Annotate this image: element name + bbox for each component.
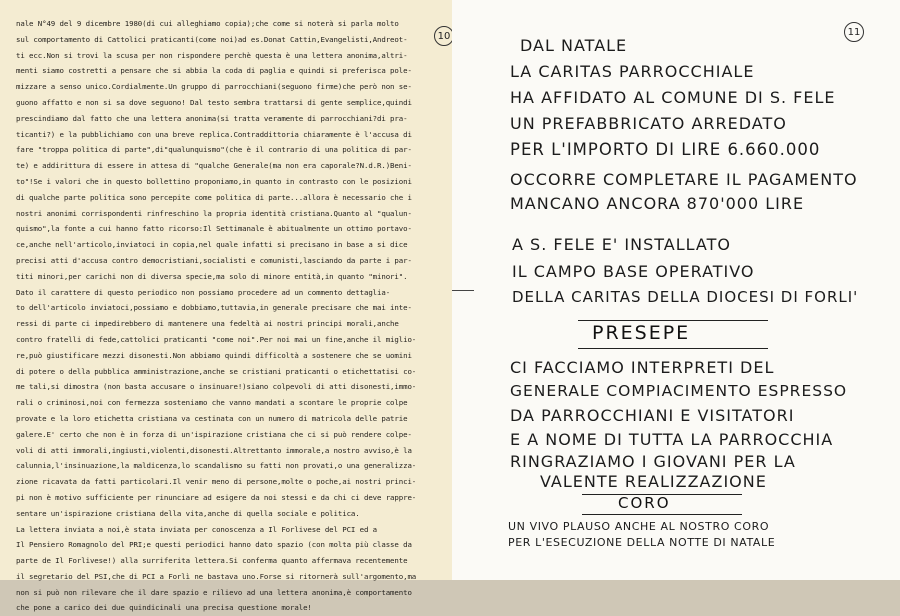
page-number-right: 11 <box>844 22 864 42</box>
left-page-typed-letter <box>0 0 452 613</box>
presepe-line: E A NOME DI TUTTA LA PARROCCHIA <box>510 430 834 449</box>
typed-line: non si può non rilevare che il dare spazio e rilievo ad una lettera anonima,è comportamento <box>16 587 412 597</box>
typed-line: ti ecc.Non si trovi la scusa per non rispondere perchè questa è una lettera anonima,altri- <box>16 50 408 60</box>
typed-line: rali o criminosi,noi con fermezza sosteniamo che vanno mandati a scontare le proprie colpe <box>16 398 408 408</box>
notice-line: OCCORRE COMPLETARE IL PAGAMENTO <box>510 170 858 189</box>
typed-line: provate e la loro etichetta cristiana va cestinata con un numero di matricola delle patrie <box>16 413 408 423</box>
typed-line: voli di atti immorali,ingiusti,violenti,disonesti.Altrettanto immorale,a nostro avviso,è la <box>16 445 412 455</box>
typed-line: che pone a carico dei due quindicinali una precisa questione morale! <box>16 603 312 613</box>
typed-line: re,può giustificare mezzi disonesti.Non abbiamo quindi difficoltà a sostenere che se uomini <box>16 350 412 360</box>
typed-line: quismo",la fonte a cui hanno fatto ricorso:Il Settimanale è abitualmente un ottimo portavo- <box>16 224 412 234</box>
notice-line: MANCANO ANCORA 870'000 LIRE <box>510 194 805 213</box>
typed-line: calunnia,l'insinuazione,la maldicenza,lo scandalismo su fatti non provati,o una generalizza- <box>16 461 417 471</box>
typed-line: prescindiamo dal fatto che una lettera anonima(si tratta veramente di parrocchiani?di pra- <box>16 113 408 123</box>
typed-line: nostri anonimi corrispondenti rinfreschino la propria identità cristiana.Quanto al "qualun- <box>16 208 412 218</box>
typed-line: fare "troppa politica di parte",di"qualunquismo"(che è il contrario di una politica di par- <box>16 145 412 155</box>
presepe-rule-top <box>578 320 768 321</box>
margin-mark <box>452 290 474 291</box>
typed-line: pi non è motivo sufficiente per rinunciare ad esigere da noi stessi e da chi ci deve rappre- <box>16 492 417 502</box>
typed-line: parte de Il Forlivese!) alla surriferita lettera.Si conferma quanto affermava recentemente <box>16 556 408 566</box>
typed-text-block <box>16 16 434 616</box>
typed-line: precisi atti d'accusa contro democristiani,socialisti e comunisti,lasciando da parte i par- <box>16 255 412 265</box>
typed-line: ce,anche nell'articolo,inviatoci in copia,nel quale infatti si precisano in base a si dice <box>16 240 408 250</box>
typed-line: to dell'articolo inviatoci,possiamo e dobbiamo,tuttavia,in generale precisare che mai inte- <box>16 303 412 313</box>
typed-line: ressi di parte ci impedirebbero di mantenere una fedeltà ai nostri principi morali,anche <box>16 319 399 329</box>
typed-line: mizzare a senso unico.Cordialmente.Un gruppo di parrocchiani(seguono firme)che però non se- <box>16 82 412 92</box>
typed-line: te) e addirittura di essere in attesa di "qualche Generale(ma non era caporale?N.d.R.)Beni- <box>16 161 412 171</box>
typed-line: Dato il carattere di questo periodico non possiamo procedere ad un commento dettaglia- <box>16 287 391 297</box>
typed-line: il segretario del PSI,che di PCI a Forlì ne bastava uno.Forse si ritornerà sull'argomento,ma <box>16 571 417 581</box>
typed-line: zione ricavata da fatti particolari.Il venir meno di persone,molte o poche,ai nostri princi- <box>16 477 417 487</box>
typed-line: menti siamo costretti a pensare che si abbia la coda di paglia e quindi si preferisca pole- <box>16 66 412 76</box>
presepe-line: CI FACCIAMO INTERPRETI DEL <box>510 358 775 377</box>
presepe-line: GENERALE COMPIACIMENTO ESPRESSO <box>510 382 848 400</box>
notice-line: DAL NATALE <box>520 36 628 55</box>
notice-line: UN PREFABBRICATO ARREDATO <box>510 114 787 133</box>
coro-line: PER L'ESECUZIONE DELLA NOTTE DI NATALE <box>508 536 776 549</box>
coro-line: UN VIVO PLAUSO ANCHE AL NOSTRO CORO <box>508 520 770 533</box>
typed-line: titi minori,per carichi non di diversa specie,ma solo di minore entità,in quanto "minori". <box>16 271 408 281</box>
notice-line: IL CAMPO BASE OPERATIVO <box>512 262 755 281</box>
notice-line: A S. FELE E' INSTALLATO <box>512 235 731 254</box>
typed-line: La lettera inviata a noi,è stata inviata per conoscenza a Il Forlivese del PCI ed a <box>16 524 378 534</box>
coro-rule-bottom <box>582 514 742 515</box>
notice-line: DELLA CARITAS DELLA DIOCESI DI FORLI' <box>512 288 859 306</box>
typed-line: galere.E' certo che non è in forza di un'ispirazione cristiana che ci si può rendere colpe- <box>16 429 412 439</box>
typed-line: Il Pensiero Romagnolo del PRI;e questi periodici hanno dato spazio (con molta più classe da <box>16 540 412 550</box>
presepe-heading: PRESEPE <box>592 322 691 344</box>
typed-line: contro fratelli di fede,cattolici praticanti "come noi".Per noi mai un fine,anche il miglio- <box>16 334 417 344</box>
coro-heading: CORO <box>618 494 671 512</box>
typed-line: me tali,si dimostra (non basta accusare o insinuare!)siano colpevoli di atti disonesti,immo- <box>16 382 417 392</box>
presepe-line: RINGRAZIAMO I GIOVANI PER LA <box>510 452 796 471</box>
typed-line: to"!Se i valori che in questo bollettino proponiamo,in quanto in contrasto con le posizioni <box>16 176 412 186</box>
typed-line: ticanti?) e la pubblichiamo con una breve replica.Contraddittoria chiaramente è l'accusa di <box>16 129 412 139</box>
presepe-line: DA PARROCCHIANI E VISITATORI <box>510 406 795 425</box>
typed-line: sentare un'ispirazione cristiana della vita,anche di quella sociale e politica. <box>16 508 360 518</box>
presepe-line: VALENTE REALIZZAZIONE <box>540 472 767 491</box>
notice-line: HA AFFIDATO AL COMUNE DI S. FELE <box>510 88 836 107</box>
notice-line: PER L'IMPORTO DI LIRE 6.660.000 <box>510 140 821 159</box>
right-page-handwritten-notice <box>452 0 900 580</box>
typed-line: sul comportamento di Cattolici praticanti(come noi)ad es.Donat Cattin,Evangelisti,Andreot- <box>16 34 408 44</box>
typed-line: nale N°49 del 9 dicembre 1980(di cui alleghiamo copia);che come si noterà si parla molto <box>16 19 399 28</box>
typed-line: di qualche parte politica sono percepite come politica di parte...allora è necessario che i <box>16 192 412 202</box>
typed-line: guono affatto e non si sa dove seguono! Dal testo sembra trattarsi di gente semplice,quindi <box>16 97 412 107</box>
typed-line: di potere o della pubblica amministrazione,anche se cristiani praticanti o etichettatisi co- <box>16 366 417 376</box>
presepe-rule-bottom <box>578 348 768 349</box>
notice-line: LA CARITAS PARROCCHIALE <box>510 62 755 81</box>
page-number-left: 10 <box>434 26 454 46</box>
